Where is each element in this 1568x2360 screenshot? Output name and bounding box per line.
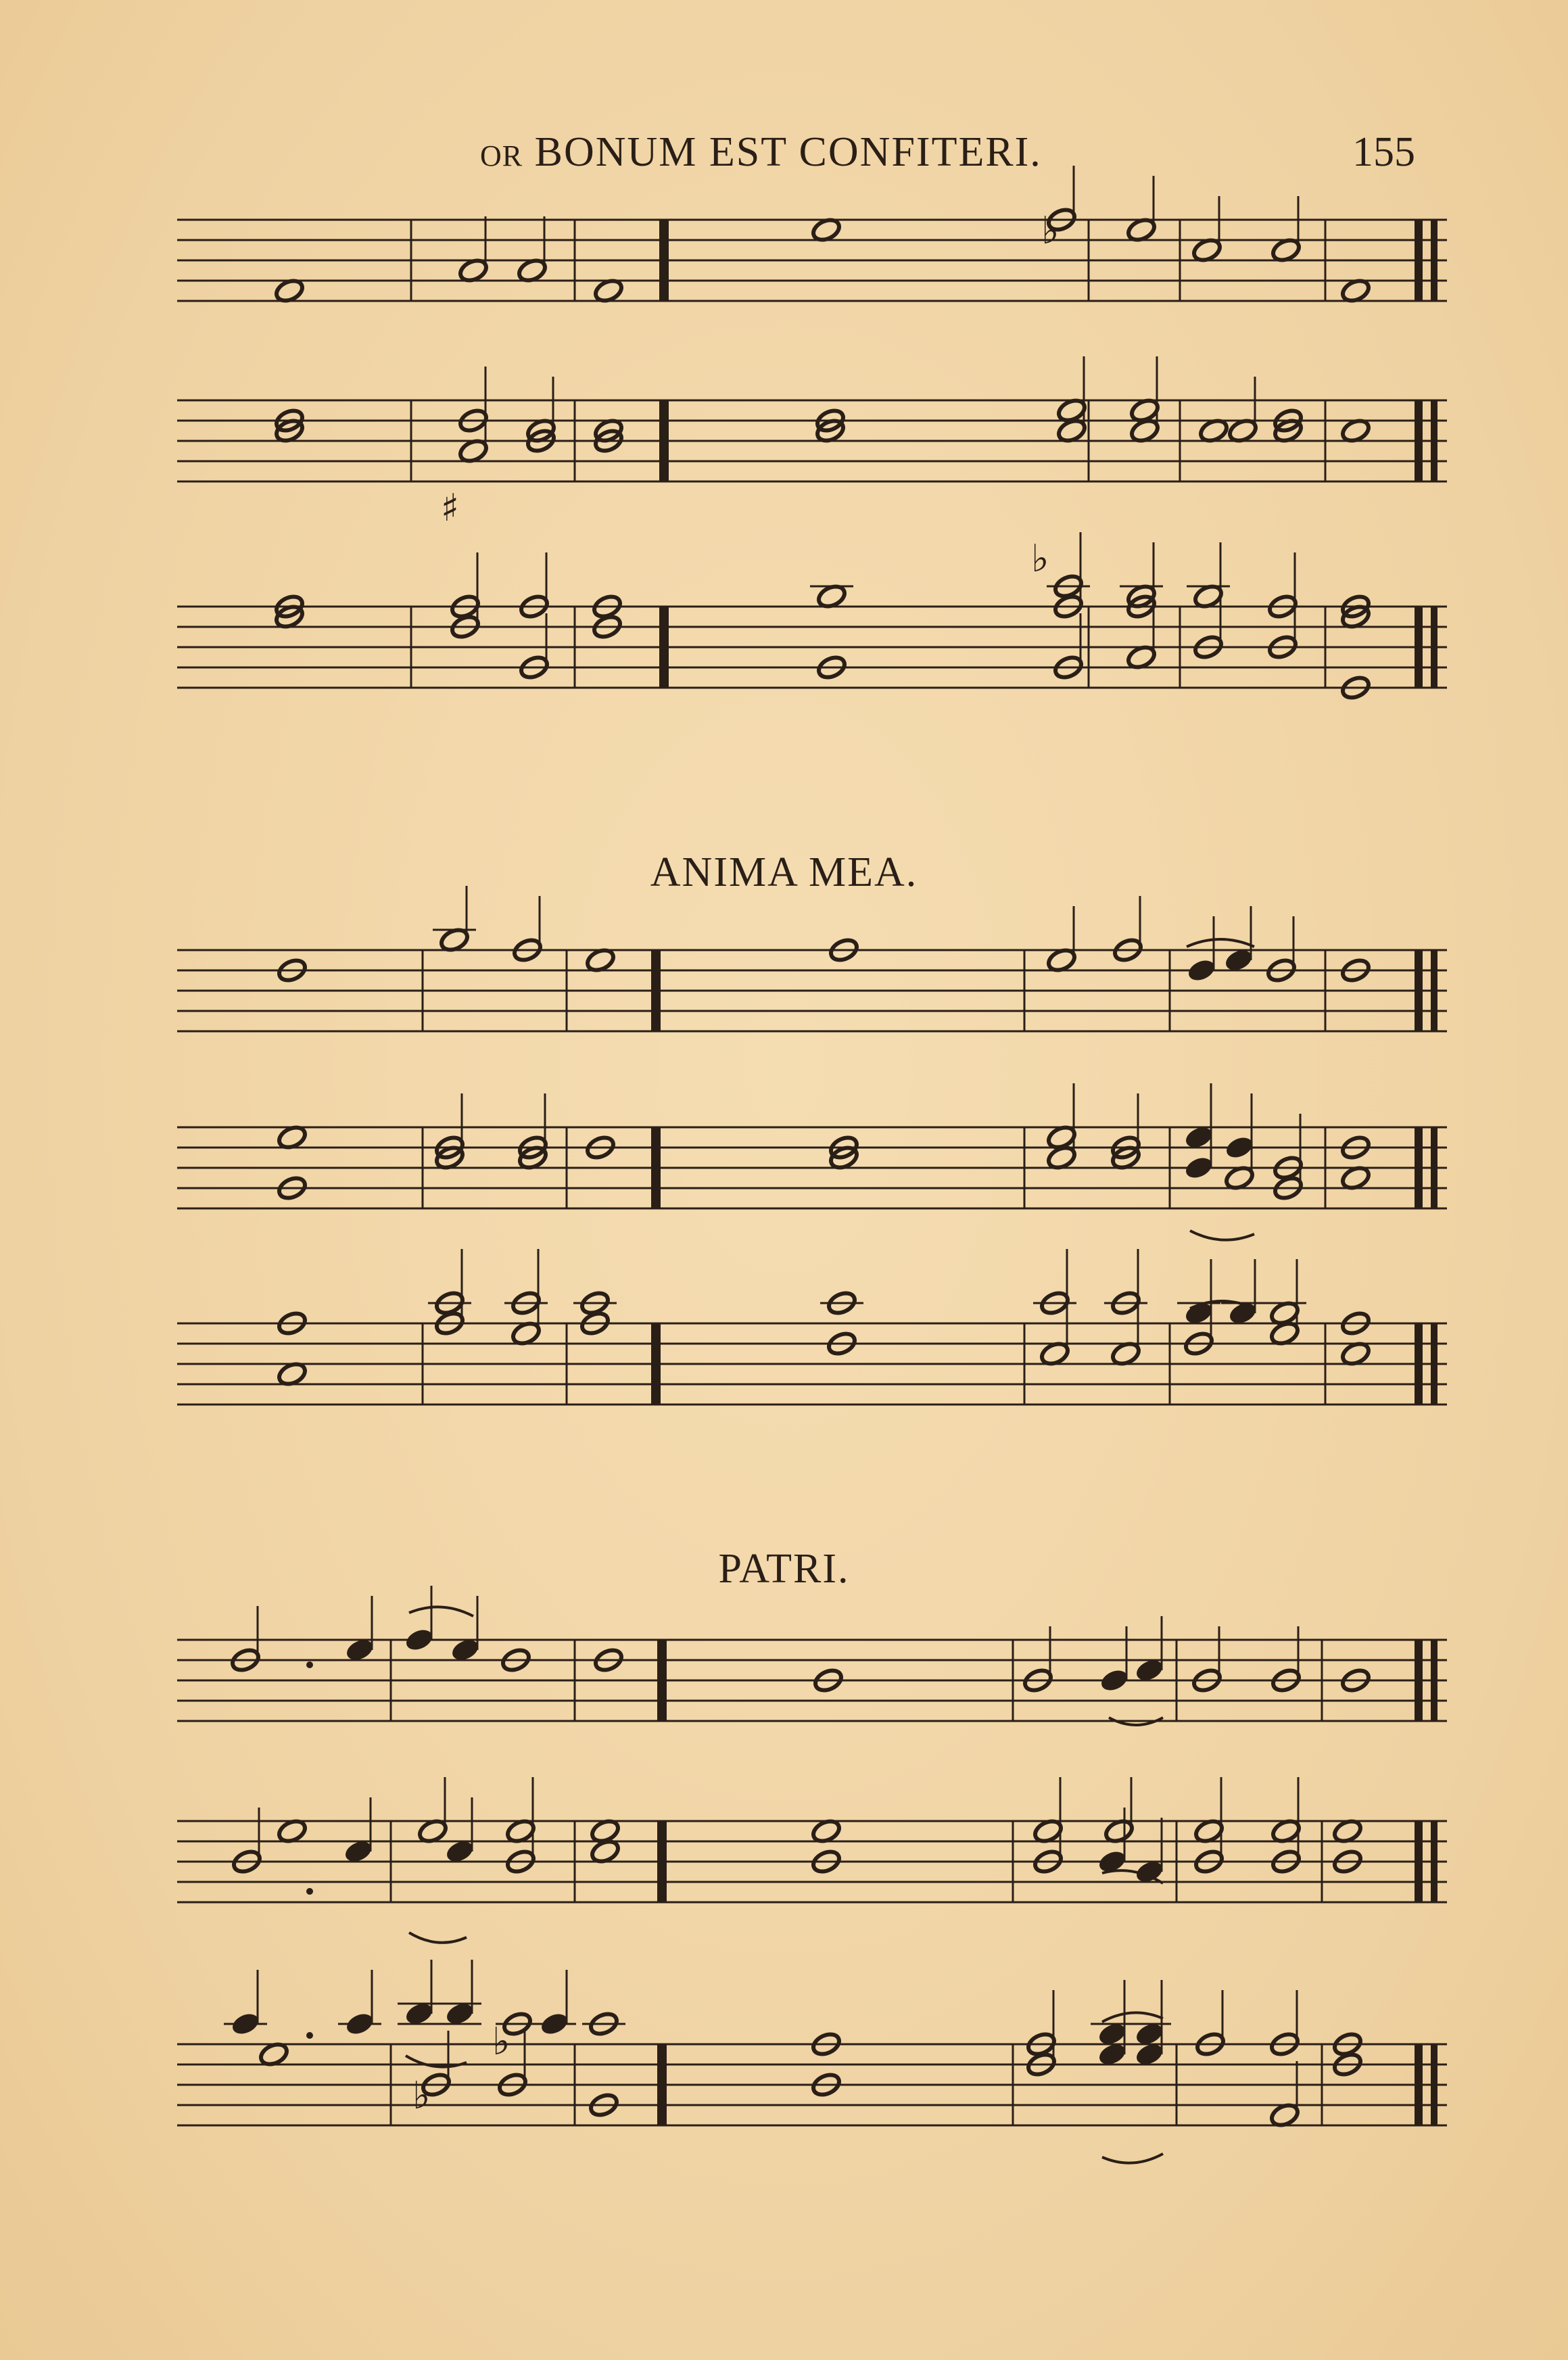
augmentation-dot	[306, 1888, 313, 1895]
section-title-anima-mea: ANIMA MEA.	[650, 849, 918, 895]
thick-barline	[659, 220, 669, 301]
note	[1133, 1616, 1165, 1684]
slur	[409, 1933, 467, 1943]
note	[438, 1960, 481, 2027]
note	[1191, 196, 1222, 264]
note	[511, 896, 543, 964]
thick-barline	[659, 607, 669, 688]
note	[504, 1249, 548, 1317]
note	[1112, 896, 1143, 964]
final-barline	[1431, 2044, 1438, 2125]
final-barline	[1431, 1323, 1438, 1405]
note	[1047, 532, 1090, 600]
note	[428, 1249, 471, 1317]
final-barline	[1415, 2044, 1423, 2125]
final-barline	[1415, 400, 1423, 481]
accidental-glyph: ♯	[441, 486, 460, 530]
note	[433, 886, 476, 953]
thick-barline	[651, 1127, 661, 1208]
note	[518, 552, 550, 620]
note	[417, 1777, 448, 1845]
final-barline	[1431, 1821, 1438, 1902]
note	[1177, 1259, 1220, 1327]
final-barline	[1415, 607, 1423, 688]
note	[1104, 1249, 1147, 1317]
page-number: 155	[1352, 129, 1415, 175]
final-barline	[1431, 220, 1438, 301]
note	[398, 1960, 441, 2027]
final-barline	[1431, 1640, 1438, 1721]
note	[516, 216, 548, 284]
thick-barline	[657, 1640, 667, 1721]
note	[449, 1596, 481, 1663]
final-barline	[1415, 950, 1423, 1031]
note	[820, 1290, 863, 1317]
note	[582, 2010, 625, 2037]
slur	[1102, 2012, 1163, 2022]
final-barline	[1431, 950, 1438, 1031]
thick-barline	[659, 400, 669, 481]
note	[224, 1970, 267, 2037]
thick-barline	[651, 950, 661, 1031]
note	[533, 1970, 576, 2037]
note	[1033, 1249, 1076, 1317]
note	[444, 1797, 475, 1865]
note	[1187, 542, 1230, 610]
note	[1227, 377, 1258, 444]
note	[1120, 542, 1163, 610]
slur	[1102, 2154, 1163, 2163]
note	[343, 1596, 375, 1663]
note	[457, 216, 489, 284]
note	[1223, 1124, 1255, 1191]
note	[338, 1970, 381, 2037]
note	[403, 1586, 435, 1653]
note	[1221, 1259, 1264, 1327]
final-barline	[1415, 1127, 1423, 1208]
augmentation-dot	[306, 1661, 313, 1668]
slur	[1187, 939, 1254, 947]
note	[1270, 196, 1302, 264]
slur	[1190, 1231, 1254, 1240]
note	[1263, 1259, 1306, 1327]
accidental-glyph: ♭	[1031, 537, 1049, 581]
thick-barline	[651, 1323, 661, 1405]
thick-barline	[657, 1821, 667, 1902]
running-title-text: BONUM EST CONFITERI.	[534, 129, 1042, 175]
note	[1125, 176, 1157, 243]
final-barline	[1415, 1821, 1423, 1902]
final-barline	[1415, 220, 1423, 301]
note	[342, 1797, 374, 1865]
note	[1268, 1990, 1300, 2058]
note	[1045, 906, 1077, 974]
accidental-glyph: ♭	[412, 2074, 431, 2118]
slur	[409, 1607, 473, 1616]
augmentation-dot	[306, 2032, 313, 2039]
accidental-glyph: ♭	[492, 2020, 510, 2064]
final-barline	[1415, 1323, 1423, 1405]
final-barline	[1415, 1640, 1423, 1721]
final-barline	[1431, 1127, 1438, 1208]
accidental-glyph: ♭	[1041, 209, 1060, 253]
note	[1268, 2061, 1300, 2129]
running-title-prefix: OR	[480, 139, 523, 172]
final-barline	[1431, 400, 1438, 481]
note	[1194, 1990, 1226, 2058]
thick-barline	[657, 2044, 667, 2125]
note	[1103, 1777, 1135, 1845]
section-title-patri: PATRI.	[718, 1546, 850, 1592]
final-barline	[1431, 607, 1438, 688]
